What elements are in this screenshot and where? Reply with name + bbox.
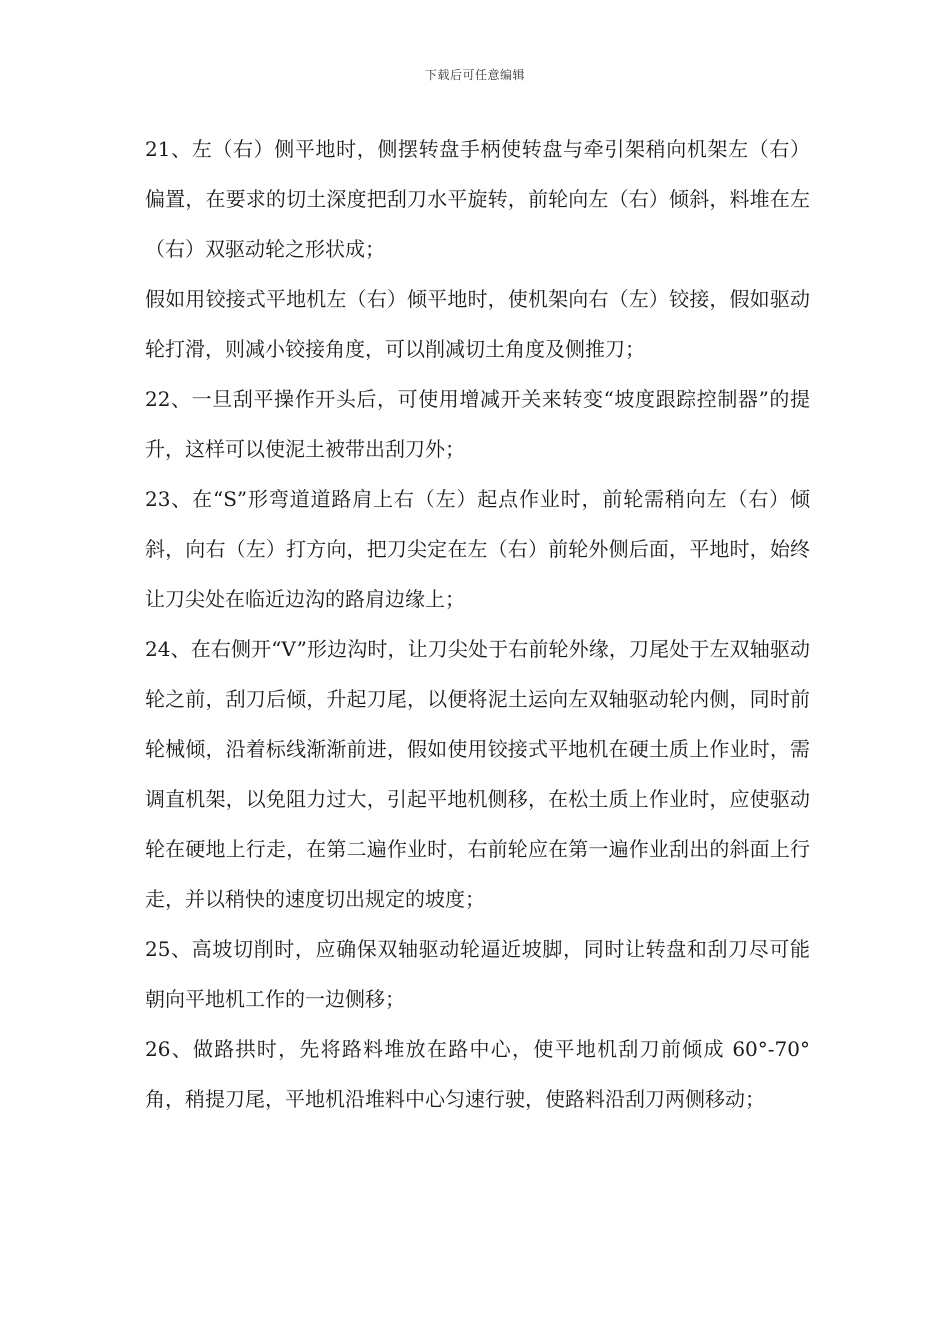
page-header: 下载后可任意编辑 — [424, 68, 525, 82]
paragraph-26: 26、做路拱时，先将路料堆放在路中心，使平地机刮刀前倾成 60°-70°角，稍提刀尾，平地机沿堆料中心匀速行驶，使路料沿刮刀两侧移动； — [145, 1037, 810, 1111]
paragraph-24: 24、在右侧开“V”形边沟时，让刀尖处于右前轮外缘，刀尾处于左双轴驱动轮之前，刮刀后倾，升起刀尾，以便将泥土运向左双轴驱动轮内侧，同时前轮械倾，沿着标线渐渐前进，假如使用铰接式平地机在硬土质上作业时，需调直机架，以免阻力过大，引起平地机侧移，在松土质上作业时，应使驱动轮在硬地上行走，在第二遍作业时，右前轮应在第一遍作业刮出的斜面上行走，并以稍快的速度切出规定的坡度； — [145, 637, 810, 911]
document-body — [145, 124, 810, 1124]
paragraph-23: 23、在“S”形弯道道路肩上右（左）起点作业时，前轮需稍向左（右）倾斜，向右（左）打方向，把刀尖定在左（右）前轮外侧后面，平地时，始终让刀尖处在临近边沟的路肩边缘上； — [145, 487, 810, 611]
paragraph-21: 21、左（右）侧平地时，侧摆转盘手柄使转盘与牵引架稍向机架左（右）偏置，在要求的切土深度把刮刀水平旋转，前轮向左（右）倾斜，料堆在左（右）双驱动轮之形状成； — [145, 137, 810, 261]
paragraph-22: 22、一旦刮平操作开头后，可使用增减开关来转变“坡度跟踪控制器”的提升，这样可以使泥土被带出刮刀外； — [145, 387, 810, 461]
paragraph-25: 25、高坡切削时，应确保双轴驱动轮逼近坡脚，同时让转盘和刮刀尽可能朝向平地机工作的一边侧移； — [145, 937, 810, 1011]
paragraph-hinged-note: 假如用铰接式平地机左（右）倾平地时，使机架向右（左）铰接，假如驱动轮打滑，则减小铰接角度，可以削减切土角度及侧推刀； — [145, 287, 810, 361]
